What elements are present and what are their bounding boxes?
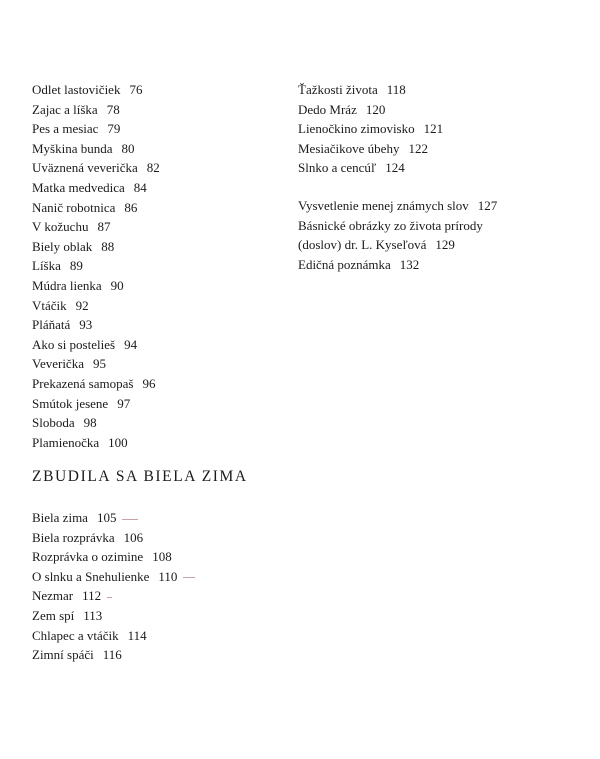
toc-entry-title: Smútok jesene	[32, 395, 109, 411]
toc-entry-page: 106	[123, 529, 144, 545]
toc-entry-page: 108	[152, 549, 172, 565]
toc-entry-title: Odlet lastovičiek	[32, 82, 121, 97]
toc-entry-title: Ako si postelieš	[32, 336, 116, 352]
section-title: ZBUDILA SA BIELA ZIMA	[32, 468, 248, 485]
toc-entry-title: Mesiačikove úbehy	[298, 140, 400, 156]
toc-entry	[32, 119, 282, 139]
toc-entry	[32, 296, 282, 316]
toc-entry-page: 120	[365, 101, 386, 117]
toc-entry	[298, 255, 598, 275]
toc-entry	[32, 508, 292, 528]
toc-entry-title: Biela zima	[32, 510, 88, 525]
toc-entry	[32, 335, 282, 355]
toc-entry	[32, 394, 282, 414]
toc-entry	[32, 217, 282, 237]
toc-entry	[32, 276, 282, 296]
toc-entry-page: 90	[110, 277, 124, 293]
toc-entry-page: 113	[83, 607, 103, 623]
toc-entry	[32, 528, 292, 548]
toc-entry-page: 118	[386, 82, 406, 97]
toc-entry	[32, 374, 282, 394]
toc-entry-title: Zimní spáči	[32, 647, 94, 663]
toc-entry-title: Vtáčik	[32, 297, 67, 313]
spacer	[298, 178, 598, 196]
toc-entry-title: Chlapec a vtáčik	[32, 627, 119, 643]
toc-entry-title: V kožuchu	[32, 219, 89, 235]
toc-entry-page: 114	[127, 627, 147, 643]
toc-entry-title: Múdra lienka	[32, 277, 102, 293]
toc-entry-title: Myškina bunda	[32, 140, 113, 156]
toc-entry-page: 82	[146, 160, 160, 176]
toc-entry-title: (doslov) dr. L. Kyseľová	[298, 237, 427, 253]
toc-entry	[32, 198, 282, 218]
toc-entry-title: Pes a mesiac	[32, 121, 99, 137]
toc-entry	[298, 80, 598, 100]
toc-entry	[298, 235, 598, 255]
toc-entry-page: 94	[124, 336, 138, 352]
toc-entry-title: Matka medvedica	[32, 179, 125, 195]
pencil-mark	[183, 577, 195, 578]
toc-entry	[32, 354, 282, 374]
toc-entry	[32, 100, 282, 120]
toc-entry-title: Edičná poznámka	[298, 256, 391, 272]
toc-entry-page: 98	[83, 415, 97, 431]
toc-entry-page: 110	[158, 568, 178, 584]
toc-column-section	[32, 508, 292, 665]
toc-entry-title: Uväznená veverička	[32, 160, 138, 176]
toc-entry	[298, 196, 598, 216]
toc-entry	[32, 606, 292, 626]
toc-entry-page: 79	[107, 121, 121, 137]
toc-entry-title: Rozprávka o ozimine	[32, 549, 144, 565]
toc-entry-page: 129	[435, 237, 455, 253]
toc-entry-title: Zajac a líška	[32, 101, 98, 117]
toc-entry	[298, 100, 598, 120]
toc-entry	[32, 645, 292, 665]
toc-entry-title: Líška	[32, 258, 61, 274]
toc-entry-title: Vysvetlenie menej známych slov	[298, 197, 469, 213]
toc-entry-page: 116	[102, 647, 122, 663]
toc-entry-page: 80	[121, 140, 135, 156]
toc-entry-title: Veverička	[32, 356, 84, 372]
toc-entry-page: 105	[96, 510, 117, 525]
toc-entry-page: 112	[82, 588, 102, 604]
toc-entry-page: 121	[423, 121, 444, 137]
toc-entry	[32, 178, 282, 198]
toc-entry-title: Sloboda	[32, 415, 75, 431]
toc-entry	[32, 256, 282, 276]
toc-entry-page: 93	[79, 317, 93, 333]
pencil-mark	[107, 597, 112, 598]
toc-entry	[298, 139, 598, 159]
toc-entry	[32, 80, 282, 100]
toc-entry-page: 89	[69, 258, 83, 274]
toc-entry	[298, 119, 598, 139]
toc-entry-title: Nanič robotnica	[32, 199, 116, 215]
toc-entry	[32, 158, 282, 178]
toc-entry	[32, 139, 282, 159]
toc-entry-page: 122	[408, 140, 428, 156]
toc-entry-title: Prekazená samopaš	[32, 375, 134, 391]
toc-entry	[32, 626, 292, 646]
toc-entry	[32, 433, 282, 453]
toc-entry-title: Dedo Mráz	[298, 101, 357, 117]
toc-entry-page: 88	[101, 238, 115, 254]
toc-entry-page: 97	[117, 395, 131, 411]
toc-entry-title: Nezmar	[32, 588, 74, 604]
toc-entry-title: Pláňatá	[32, 317, 71, 333]
toc-entry-title: Biela rozprávka	[32, 529, 115, 545]
toc-entry-title: Zem spí	[32, 607, 75, 623]
toc-entry-page: 78	[106, 101, 120, 117]
toc-entry	[32, 237, 282, 257]
toc-entry-page: 76	[129, 82, 143, 97]
toc-entry-page: 95	[92, 356, 106, 372]
toc-entry-page: 87	[97, 219, 111, 235]
toc-entry	[32, 567, 292, 587]
toc-entry	[32, 315, 282, 335]
toc-entry-title: Ťažkosti života	[298, 82, 378, 97]
toc-entry-title: Lienočkino zimovisko	[298, 121, 415, 137]
toc-column-right	[298, 80, 598, 274]
toc-entry-page: 124	[385, 160, 405, 176]
toc-entry-page: 84	[133, 179, 147, 195]
toc-entry-page: 92	[75, 297, 89, 313]
pencil-mark	[122, 519, 138, 520]
toc-entry	[298, 216, 598, 236]
toc-entry	[32, 547, 292, 567]
toc-entry-title: Básnické obrázky zo života prírody	[298, 217, 483, 233]
toc-entry-title: Slnko a cencúľ	[298, 160, 377, 176]
toc-entry-title: Plamienočka	[32, 434, 100, 450]
toc-entry-page: 100	[108, 434, 128, 450]
toc-entry-page: 132	[399, 256, 420, 272]
toc-entry-title: O slnku a Snehulienke	[32, 568, 150, 584]
toc-entry-page: 127	[477, 197, 498, 213]
toc-entry	[32, 413, 282, 433]
toc-entry	[32, 586, 292, 606]
toc-entry-page: 86	[124, 199, 138, 215]
toc-entry-title: Biely oblak	[32, 238, 93, 254]
toc-entry-page: 96	[142, 375, 156, 391]
toc-column-left	[32, 80, 282, 452]
toc-entry	[298, 158, 598, 178]
